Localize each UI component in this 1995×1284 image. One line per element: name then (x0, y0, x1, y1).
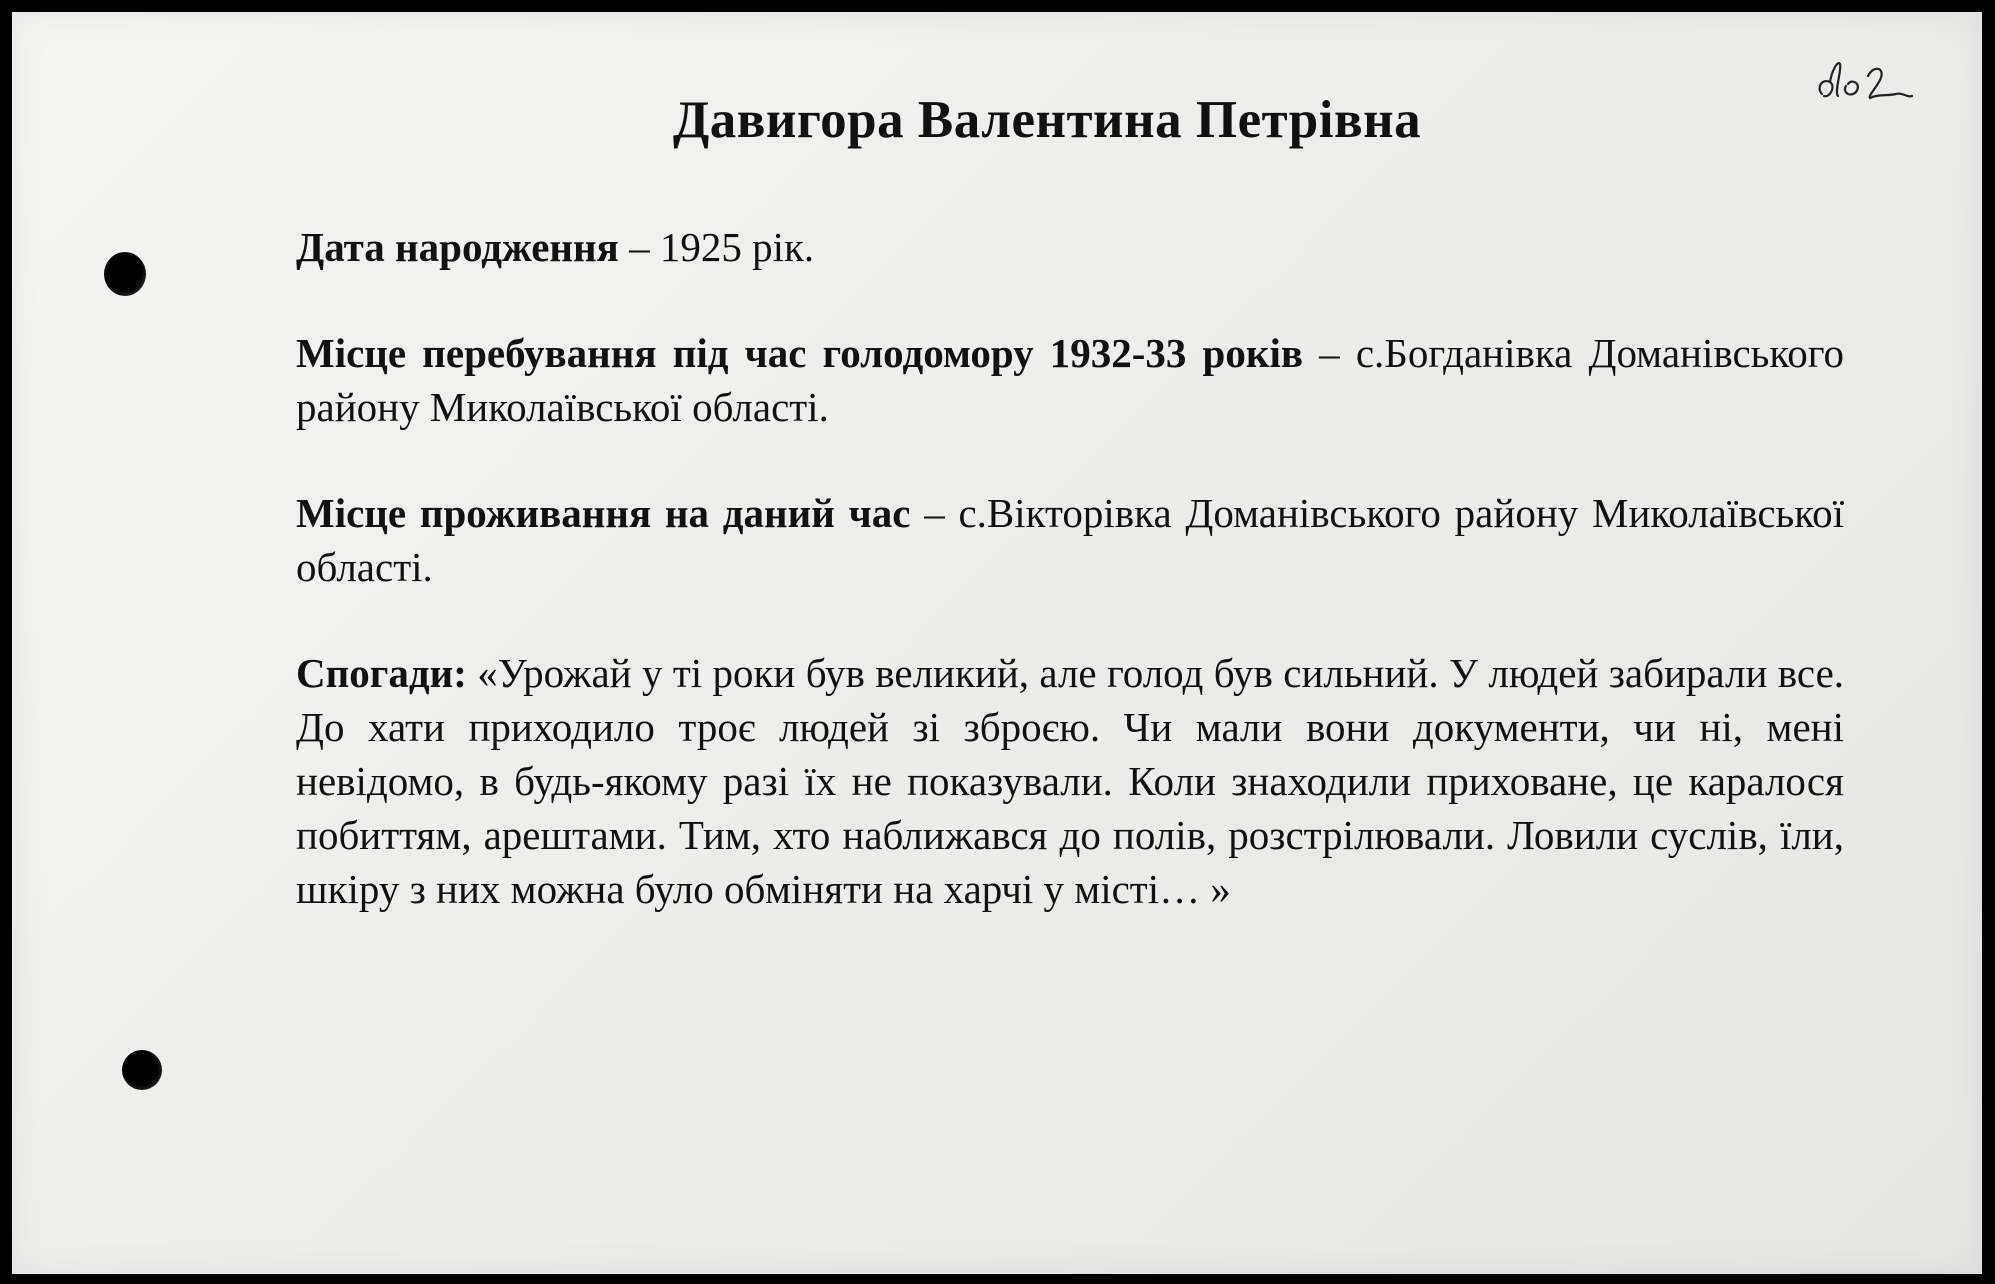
current-residence-separator: – (910, 490, 959, 536)
famine-location-field (296, 326, 1844, 434)
famine-location-label: Місце перебування під час голодомору 1932-33 років (296, 330, 1304, 376)
birth-date-value: 1925 рік. (659, 224, 815, 270)
punch-hole-top (104, 252, 146, 296)
memories-field (296, 646, 1844, 916)
document-title: Давигора Валентина Петрівна (672, 91, 1422, 149)
current-residence-value: с.Вікторівка Доманівського району Миколаївської області. (296, 490, 1844, 590)
current-residence-label: Місце проживання на даний час (296, 490, 911, 536)
memories-text: «Урожай у ті роки був великий, але голод був сильний. У людей забирали все. До хати приходило троє людей зі зброєю. Чи мали вони документи, чи ні, мені невідомо, в будь-якому разі їх не показували. Коли знаходили приховане, це каралося побиттям, арештами. Тим, хто наближався до полів, розстрілювали. Ловили суслів, їли, шкіру з них можна було обміняти на харчі у місті… » (296, 650, 1845, 912)
famine-location-value: с.Богданівка Доманівського району Миколаївської області. (296, 330, 1845, 430)
memories-label: Спогади: (296, 650, 467, 696)
famine-location-separator: – (1303, 330, 1356, 376)
birth-date-separator: – (618, 224, 660, 270)
current-residence-field (296, 486, 1844, 594)
document-page (12, 12, 1982, 1274)
document-body (296, 220, 1844, 968)
memories-separator (467, 650, 477, 696)
birth-date-label: Дата народження (296, 224, 619, 270)
punch-hole-bottom (122, 1050, 162, 1090)
birth-date-field (296, 220, 1844, 274)
